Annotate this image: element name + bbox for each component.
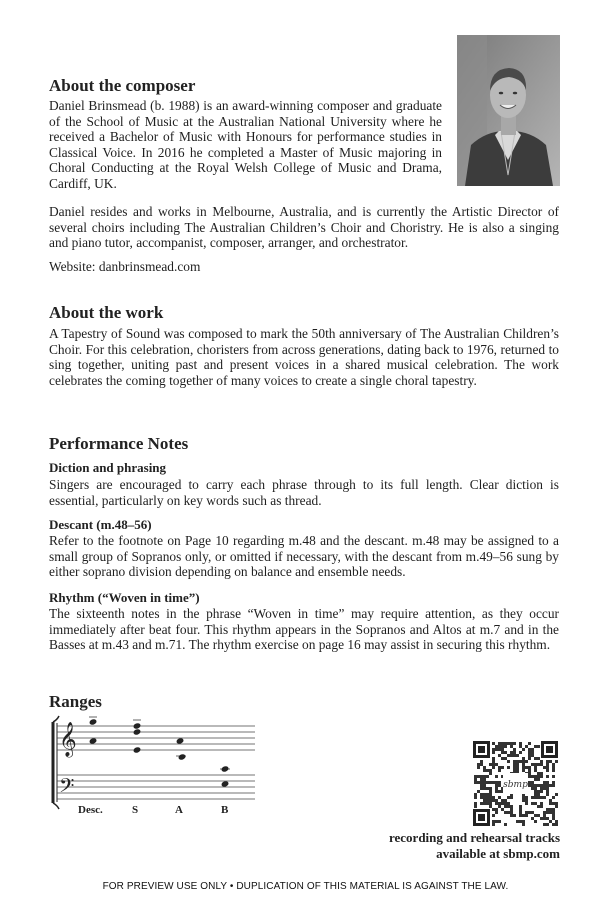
rhythm-title: Rhythm (“Woven in time”) [49, 590, 200, 605]
qr-code-icon[interactable] [473, 741, 558, 826]
range-label-s: S [132, 804, 139, 816]
composer-heading: About the composer [49, 76, 196, 95]
ranges-staff [45, 712, 260, 827]
descant-range [89, 717, 98, 745]
treble-clef-icon: 𝄞 [59, 722, 77, 757]
descant-text: Refer to the footnote on Page 10 regarding m.48 and the descant. m.48 may be assigned to a small group of Sopranos only, or omitted if necessary, with the descant from m.49–56 sung by either soprano division depending on balance and ensemble needs. [49, 533, 559, 579]
descant-title: Descant (m.48–56) [49, 517, 152, 532]
range-label-b: B [221, 804, 229, 816]
notes-heading: Performance Notes [49, 434, 189, 453]
bass-clef-icon: 𝄢 [59, 774, 75, 802]
alto-range [176, 737, 187, 760]
tracks-line-2[interactable]: available at sbmp.com [436, 846, 560, 861]
composer-photo [457, 35, 560, 186]
ranges-heading: Ranges [49, 692, 102, 711]
diction-title: Diction and phrasing [49, 460, 167, 475]
bass-range [220, 765, 230, 787]
portrait-image [457, 35, 560, 186]
range-label-a: A [175, 804, 183, 816]
rhythm-text: The sixteenth notes in the phrase “Woven in time” may require attention, as they occur immediately after beat four. This rhythm appears in the Sopranos and Altos at m.7 and in the Basses at m.43 and m.71. The rhythm exercise on page 16 may assist in securing this rhythm. [49, 606, 559, 652]
composer-residence: Daniel resides and works in Melbourne, Australia, and is currently the Artistic Director of several choirs including The Australian Children’s Choir and Choristry. He is also a singing and piano tutor, accompanist, composer, arranger, and orchestrator. [49, 204, 559, 250]
qr-center-logo: sbmp [503, 780, 528, 790]
work-heading: About the work [49, 303, 164, 322]
diction-text: Singers are encouraged to carry each phrase through to its full length. Clear diction is essential, particularly on key words such as thread. [49, 477, 559, 508]
work-description: A Tapestry of Sound was composed to mark the 50th anniversary of The Australian Children’s Choir. For this celebration, choristers from across generations, dating back to 1976, returned to sing together, uniting past and present voices in a shared musical celebration. The work celebrates the coming together of many voices to create a single choral tapestry. [49, 326, 559, 388]
soprano-range [133, 720, 142, 754]
composer-bio: Daniel Brinsmead (b. 1988) is an award-winning composer and graduate of the School of Music at the Australian National University where he received a Bachelor of Music with Honours for performance studies in Classical Voice. In 2016 he completed a Master of Music majoring in Choral Conducting at the Royal Welsh College of Music and Drama, Cardiff, UK. [49, 98, 442, 191]
preview-footer: FOR PREVIEW USE ONLY • DUPLICATION OF THIS MATERIAL IS AGAINST THE LAW. [102, 881, 509, 892]
composer-website: Website: danbrinsmead.com [49, 259, 201, 274]
tracks-line-1: recording and rehearsal tracks [388, 830, 560, 845]
range-label-desc: Desc. [78, 804, 103, 816]
